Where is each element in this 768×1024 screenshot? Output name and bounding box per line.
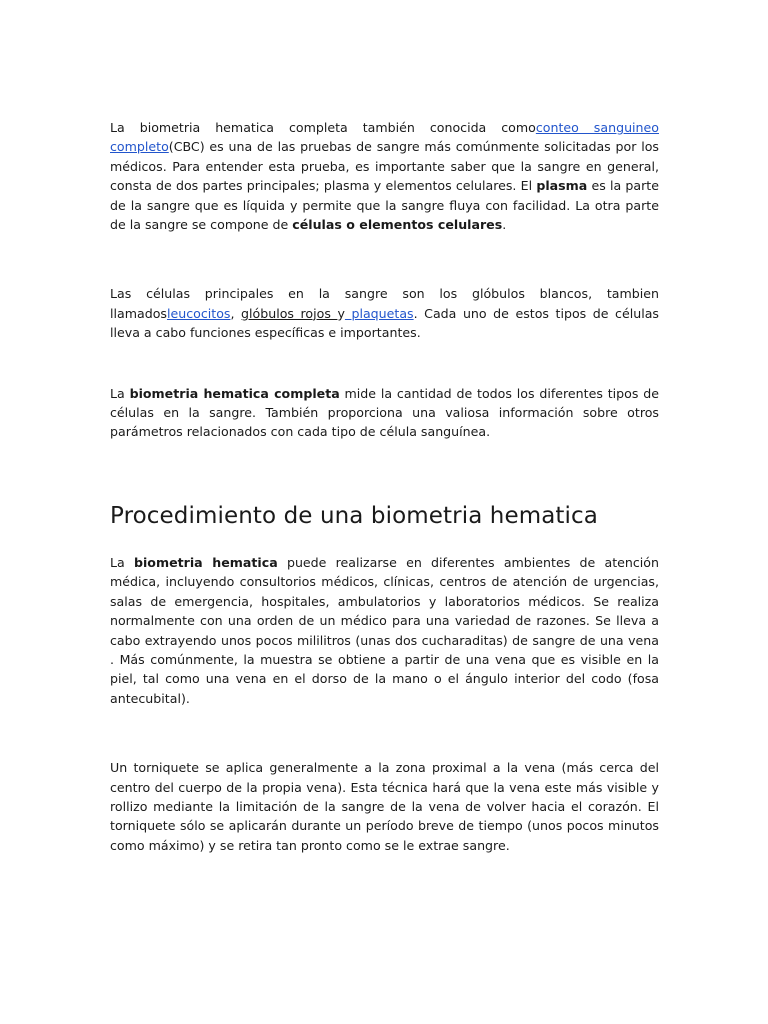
bold-celulas: células o elementos celulares	[292, 217, 503, 233]
text: . Cada uno de estos tipos de células lleva a cabo funciones específicas e importantes.	[110, 305, 659, 341]
bold-biometria-completa: biometria hematica completa	[129, 385, 340, 401]
text: es la parte de la sangre que es líquida y permite que la sangre fluya con facilidad. La otra parte de la sangre se compone de	[110, 178, 659, 233]
text: y	[337, 305, 345, 321]
document-page	[110, 118, 659, 855]
underlined-globulos-rojos: glóbulos rojos	[241, 305, 338, 321]
link-plaquetas[interactable]: plaquetas	[344, 305, 414, 321]
link-leucocitos[interactable]: leucocitos	[166, 305, 231, 321]
paragraph-torniquete	[110, 758, 659, 855]
text: ,	[230, 305, 242, 321]
bold-plasma: plasma	[536, 178, 588, 194]
text: La biometria hematica completa también conocida como	[110, 120, 536, 135]
text: (CBC) es una de las pruebas de sangre más comúnmente solicitadas por los médicos. Para entender esta prueba, es importante saber que la sangre en general, consta de dos partes principales; plasma y elementos celulares. El	[110, 139, 659, 194]
link-conteo-sanguineo-completo[interactable]: conteo sanguineo completo	[110, 120, 659, 155]
section-heading: Procedimiento de una biometria hematica	[110, 502, 598, 529]
bold-biometria-hematica: biometria hematica	[133, 554, 278, 570]
text: Un torniquete se aplica generalmente a la zona proximal a la vena (más cerca del centro del cuerpo de la propia vena). Esta técnica hará que la vena este más visible y rollizo mediante la limitación de la sangre de la vena de volver hacia el corazón. El torniquete sólo se aplicarán durante un período breve de tiempo (unos pocos minutos como máximo) y se retira tan pronto como se le extrae sangre.	[110, 760, 659, 853]
text: Las células principales en la sangre son los glóbulos blancos, tambien llamados	[110, 286, 659, 321]
text: La	[110, 554, 134, 570]
text: puede realizarse en diferentes ambientes de atención médica, incluyendo consultorios médicos, clínicas, centros de atención de urgencias, salas de emergencia, hospitales, ambulatorios y laboratorios médicos. Se realiza normalmente con una orden de un médico para una variedad de razones. Se lleva a cabo extrayendo unos pocos mililitros (unas dos cucharaditas) de sangre de una vena . Más comúnmente, la muestra se obtiene a partir de una vena que es visible en la piel, tal como una vena en el dorso de la mano o el ángulo interior del codo (fosa antecubital).	[110, 554, 659, 706]
paragraph-intro	[110, 118, 659, 234]
text: mide la cantidad de todos los diferentes tipos de células en la sangre. También proporciona una valiosa información sobre otros parámetros relacionados con cada tipo de célula sanguínea.	[110, 385, 659, 440]
text: .	[502, 217, 507, 233]
text: La	[110, 385, 130, 401]
paragraph-procedimiento	[110, 553, 659, 708]
paragraph-biometria	[110, 384, 659, 442]
paragraph-celulas	[110, 284, 659, 342]
